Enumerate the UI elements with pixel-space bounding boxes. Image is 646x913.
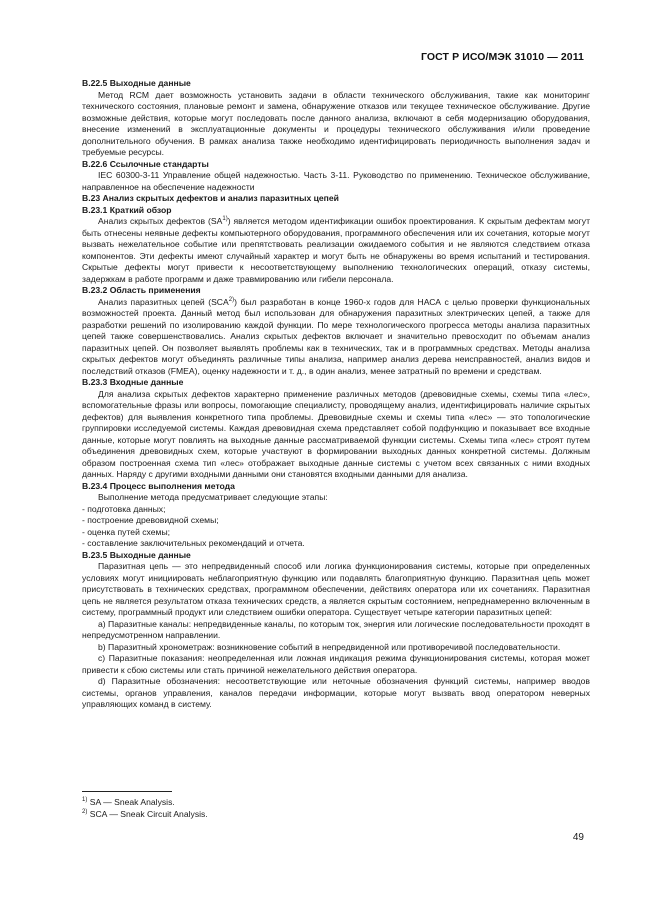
paragraph: a) Паразитные каналы: непредвиденные каналы, по которым ток, энергия или логические последовательности проходят в непредусмотренном направлении. [82, 618, 590, 640]
list-item: - оценка путей схемы; [82, 526, 171, 537]
paragraph-text: ) является методом идентификации ошибок проектирования. К скрытым дефектам могут быть отнесены неявные дефекты компьютерного оборудования, программного обеспечения или их сочетания, которые могут вызвать нежелательное событие или препятствовать реализации ожидаемого события и не являются следствием отказа компонентов. Эти дефекты имеют случайный характер и могут быть не обнаружены во время испытаний и тестирования. Скрытые дефекты могут привести к несоответствующему выполнению технологических операций, отказу системы, задержкам в работе программ и даже травмированию или гибели персонала. [82, 216, 591, 284]
document-header: ГОСТ Р ИСО/МЭК 31010 — 2011 [420, 51, 584, 63]
paragraph [82, 216, 590, 285]
paragraph: Выполнение метода предусматривает следующие этапы: [98, 492, 328, 502]
section-heading: B.23 Анализ скрытых дефектов и анализ паразитных цепей [82, 193, 339, 203]
document-body [82, 78, 590, 711]
paragraph-text: Анализ скрытых дефектов (SA [98, 216, 223, 226]
section-heading: B.22.5 Выходные данные [82, 78, 191, 88]
paragraph: c) Паразитные показания: неопределенная или ложная индикация режима функционирования системы, которая может привести к сбою системы или стать причиной нежелательного действия оператора. [82, 653, 590, 675]
footnote-ref: 2) [228, 296, 235, 303]
section-heading: B.23.5 Выходные данные [82, 549, 191, 560]
paragraph: Метод RCM дает возможность установить задачи в области технического обслуживания, такие как мониторинг технического состояния, плановые ремонт и замена, обнаружение отказов или текущее техническое обслуживание. Другие возможные действия, которые могут последовать после данного анализа, включают в себя модернизацию оборудования, внесение изменений в эксплуатационные документы и процедуры технического обслуживания и/или проведение дополнительного обучения. В рамках анализа также необходимо идентифицировать периодичность выполнения задач и требуемые ресурсы. [82, 89, 590, 157]
footnote-ref: 1) [222, 216, 228, 223]
paragraph: d) Паразитные обозначения: несоответствующие или неточные обозначения функций системы, например вводов системы, органов управления, каналов передачи информации, которые могут вызвать ввод оператором неверных управляющих команд в систему. [82, 676, 590, 709]
section-heading: B.22.6 Ссылочные стандарты [82, 158, 209, 169]
section-heading: B.23.2 Область применения [82, 285, 201, 295]
footnote-1 [82, 797, 175, 807]
list-item: - построение древовидной схемы; [82, 515, 219, 525]
list-item: - составление заключительных рекомендаций и отчета. [82, 538, 305, 548]
paragraph: IEC 60300-3-11 Управление общей надежностью. Часть 3-11. Руководство по применению. Техническое обслуживание, направленное на обеспечение надежности [82, 170, 590, 192]
footnote-2 [82, 809, 208, 819]
paragraph: Для анализа скрытых дефектов характерно применение различных методов (древовидные схемы, схемы типа «лес», вспомогательные фразы или вопросы, помогающие специалисту, проводящему анализ, идентифицировать наличие скрытых дефектов) для выявления конкретного типа проблемы. Древовидные схемы и схемы типа «лес» — это топологические группировки исследуемой системы. Каждая древовидная схема представляет собой подфункцию и показывает все входные данные, которые могут повлиять на выходные данные рассматриваемой функции системы. Схемы типа «лес» строят путем объединения древовидных схем, которые участвуют в формировании выходных данных конкретной системы. Должным образом построенная схема тип «лес» отображает выходные данные системы с учетом всех связанных с ними входных данных. Наряду с другими входными данными они становятся входными данными для анализа. [82, 388, 590, 479]
footnote-mark: 1) [82, 797, 88, 804]
footnote-rule [82, 791, 172, 792]
list-item: - подготовка данных; [82, 503, 166, 514]
section-heading: B.23.3 Входные данные [82, 377, 184, 387]
footnote-mark: 2) [82, 809, 88, 816]
paragraph: b) Паразитный хронометраж: возникновение событий в непредвиденной или противоречивой последовательности. [98, 641, 561, 652]
section-heading: B.23.1 Краткий обзор [82, 204, 172, 215]
footnote-text: SCA — Sneak Circuit Analysis. [89, 809, 208, 819]
paragraph-text: ) был разработан в конце 1960-х годов для НАСА с целью проверки функциональных возможностей проекта. Данный метод был использован для обнаружения паразитных электрических цепей, а также для разработки решений по изолированию каждой функции. По мере технологического прогресса методы анализа паразитных цепей также совершенствовались. Анализ скрытых дефектов включает и значительно превосходит по объемам анализ паразитных цепей. Он позволяет выявлять проблемы как в технических, так и в программных средствах. Методы анализа скрытых дефектов могут объединять различные типы анализа, например анализ дерева неисправностей, анализ видов и последствий отказов (FMEA), оценку надежности и т. д., в один анализ, менее затратный по времени и средствам. [82, 296, 590, 376]
paragraph: Паразитная цепь — это непредвиденный способ или логика функционирования системы, которые при определенных условиях могут инициировать неблагоприятную функцию или подавлять благоприятную функцию. Паразитная цепь может присутствовать в технических средствах, программном обеспечении, действиях оператора или их сочетаниях. Паразитная цепь не является результатом отказа технических средств, а является скрытым состоянием, непреднамеренно включенным в систему, программный продукт или следствием ошибки оператора. Существует четыре категории паразитных цепей: [82, 561, 590, 617]
paragraph [82, 297, 590, 378]
footnote-text: SA — Sneak Analysis. [89, 797, 175, 807]
paragraph-text: Анализ паразитных цепей (SCA [98, 296, 229, 307]
section-heading: B.23.4 Процесс выполнения метода [82, 480, 235, 491]
page-number: 49 [572, 832, 584, 843]
